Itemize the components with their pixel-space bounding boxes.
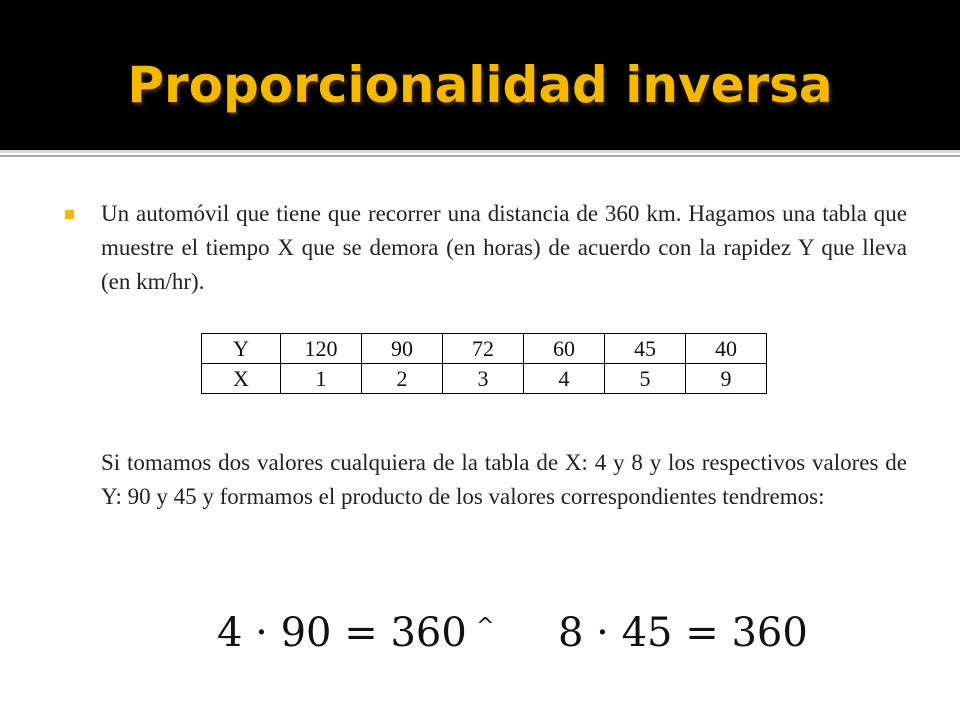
table-cell: 90	[362, 334, 443, 364]
table-cell: 120	[281, 334, 362, 364]
slide-title: Proporcionalidad inversa	[127, 56, 833, 114]
table-cell: 4	[524, 364, 605, 394]
table-cell: 40	[686, 334, 767, 364]
title-divider-shadow-line	[0, 155, 960, 157]
table-row-label: X	[202, 364, 281, 394]
connector-symbol: ^	[476, 614, 495, 639]
title-bar	[0, 0, 960, 150]
table-cell: 5	[605, 364, 686, 394]
explanation-paragraph: Si tomamos dos valores cualquiera de la tabla de X: 4 y 8 y los respectivos valores de Y: 90 y 45 y formamos el producto de los valores correspondientes tendremos:	[101, 450, 907, 509]
table-row-x	[202, 364, 767, 394]
title-divider-line	[0, 150, 960, 153]
table-cell: 2	[362, 364, 443, 394]
table-cell: 1	[281, 364, 362, 394]
table-row-y	[202, 334, 767, 364]
table-row-label: Y	[202, 334, 281, 364]
values-table	[201, 333, 767, 394]
table-cell: 9	[686, 364, 767, 394]
table-cell: 45	[605, 334, 686, 364]
table-cell: 72	[443, 334, 524, 364]
table-cell: 60	[524, 334, 605, 364]
equation-right: 8 · 45 = 360	[558, 610, 808, 656]
equation-left: 4 · 90 = 360	[217, 610, 467, 656]
intro-paragraph: Un automóvil que tiene que recorrer una distancia de 360 km. Hagamos una tabla que muestre el tiempo X que se demora (en horas) de acuerdo con la rapidez Y que lleva (en km/hr).	[101, 201, 907, 294]
square-bullet-icon	[65, 210, 74, 219]
table-cell: 3	[443, 364, 524, 394]
